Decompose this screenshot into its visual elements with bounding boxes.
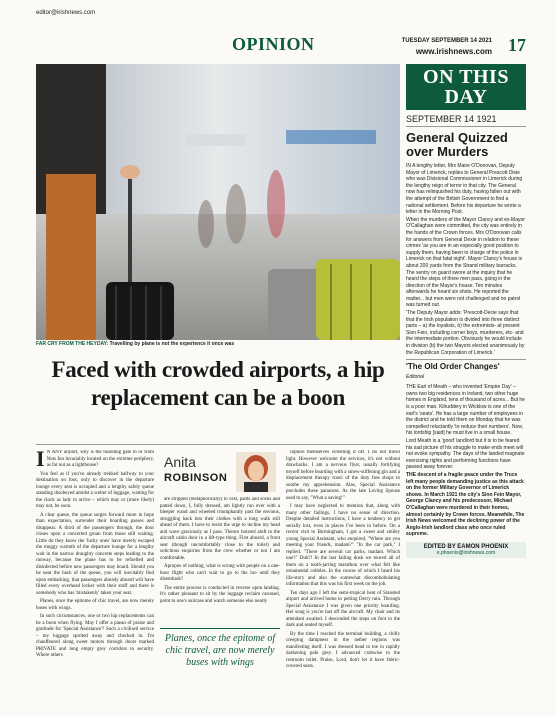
sidebar-sub-label: Editorial: [406, 374, 425, 381]
caption-text: Travelling by plane is not the experience it once was: [109, 341, 235, 347]
paragraph: IN A lengthy letter, Mrs Maire O'Donovan, Deputy Mayor of Limerick, replies to General Prescott Dixie who was Divisional Commissioner in Limerick during the lengthy reign of terror in that city. The General now has relinquished his duty, having fallen out with the attempt of the British Government to find a national settlement. Before his departure he wrote a letter in the Morning Post.: [406, 163, 523, 216]
editor-contact-email[interactable]: e.phoenix@irishnews.com: [436, 549, 496, 556]
paragraph: 'The Deputy Mayor adds: 'Prescott-Decie says that that the Irish population is divided into three distinct parts – a) the loyalists, b) the extremists- at present Sinn Fein, including corner boys, murderers, etc- and the intermediate portion. Obviously he would include in division (b) the two Mayors elected unanimously by the Republican Corporation of Limerick.': [406, 310, 525, 356]
caption-source: FAR CRY FROM THE HEYDAY:: [36, 341, 109, 347]
paragraph: A clear queue, the queue surges forward more in hope than expectation, surrender their boarding passes and disappear. A third of the passengers through, the door closes upon a concerted groan from those still waiting. Little do they know the 'lucky ones' have merely escaped the muggy warmth of the departure lounge for a lengthy wait in the narrow draughty concrete steps leading to the runway, because the plane has to be refuelled and disinfected before new passengers may board. Should you be near the back of the queue, you will inevitably find upon embarking, that passengers already aboard will have filled every overhead locker with their stuff and there is somebody who has 'mistakenly' taken your seat.: [36, 512, 154, 596]
article-headline: Faced with crowded airports, a hip replacement can be a boon: [51, 357, 385, 410]
byline: [160, 450, 280, 494]
sidebar-summary: THE descent of a fragile peace under the Truce left many people demanding justice as this attack on the former Military Governor of Limerick shows. In March 1921 the city's Sinn Fein Mayor, George Clancy and his predecessor, Michael O'Callaghan were murdered in their homes, almost certainly by Crown forces. Meanwhile, The Irish News welcomed the declining power of the Anglo-Irish landlord class who once ruled supreme.: [406, 471, 525, 538]
photo-caption: [36, 341, 400, 347]
page-number: 17: [508, 35, 526, 55]
article-photo: [36, 64, 400, 340]
sidebar-body: [406, 163, 526, 356]
author-first-name: Anita: [164, 454, 196, 470]
pull-quote: Planes, once the epitome of chic travel, are now merely buses with wings: [160, 628, 280, 669]
drop-cap: I: [36, 450, 45, 471]
paragraph: Apropos of nothing, what is wrong with people on a one-hour flight who can't wait to go to the loo until they disembark?: [160, 564, 280, 582]
author-avatar: [236, 452, 276, 492]
paragraph: The entire process is conducted in reverse upon landing. It's rather pleasant to sit by the luggage reclaim carousel, point to one's suitcase and watch someone else nearly: [160, 585, 280, 604]
section-title: OPINION: [232, 34, 315, 54]
article-column-1: [36, 450, 154, 700]
author-last-name: ROBINSON: [164, 472, 228, 484]
sidebar-sub-body: [406, 384, 526, 538]
paragraph: rupture themselves wrestling it off. I do not travel light. However welcome the services, it's not without drawbacks. I am a nervous flyer, usually fortifying myself before boarding with a sinew-stiffening gin and a displacement therapy trawl of the duty free shops to soothe my apprehension. Alas, Special Assistance precludes these panaceas. As the late Loving Spouse used to say, "What a saving!": [286, 450, 400, 501]
paragraph: Planes, once the epitome of chic travel, are now merely buses with wings.: [36, 599, 154, 611]
paragraph: are stripped (metaphorically) to vest, pants and socks and patted down, I, fully dressed, am lightly run over with a bleeper wand and wheeled triumphantly past the envious, struggling back into their clothes with a long walk still ahead of them. I have to resist the urge to incline my head and wave graciously as I pass. Thence hoisted aloft to the aircraft cabin door in a lift-type thing. First aboard, a front seat (though uncomfortably close to the toilet) and solicitous enquiries from the crew whether or not I am comfortable.: [160, 497, 280, 561]
paragraph: I may have neglected to mention that, along with many other failings, I have no sense of direction. Despite detailed instructions, I have a tendency to get serially lost, even in places I've been to before. On a recent visit to Birmingham, I got a sweet and smiley young Special Assistant, who enquired, "Where are you meeting your friends, madam?" "In the car park," I replied. "There are several car parks, madam. Which one?" Duh?! In the last failing dusk we toured all of them on a tooth-jarring marathon over what felt like ornamental cobbles. In the course of which I heard his life-story and also the somewhat discombobulating information that this was his first week on the job.: [286, 504, 400, 587]
paragraph: THE Earl of Meath – who invented 'Empire Day' – owns two big residences in Ireland, two other huge homes in England, tens of thousand of acres... But he is a poor man. Kilruddery in Wicklow is one of the earl's 'seats'. He has a large number of employees in the district and he told them on Monday that he was compelled reluctantly 'to reduce their numbers'. Now, his lordship [said] he must live in a small house.: [406, 384, 525, 437]
editor-credit: [406, 542, 526, 558]
paragraph: Ten days ago I left the semi-tropical heat of Stansted airport and arrived home to pelting Derry rain. Through Special Assistance I was given one priority boarding. Her snug is you're last off the aircraft. My chair and its attendant awaited. I descended the steps on foot to the dark and seated myself.: [286, 590, 400, 628]
sidebar-date: SEPTEMBER 14 1921: [406, 114, 526, 127]
site-url[interactable]: www.irishnews.com: [415, 47, 492, 56]
page-header: [36, 0, 526, 60]
airport-scene-illustration: [36, 64, 400, 340]
sidebar-subheadline: 'The Old Order Changes': [406, 359, 526, 371]
paragraph: In such circumstances, one or two hip replacements can be a boon when flying. May I offer a paean of praise and gratitude for 'Special Assistance'? Such a civilised service – my luggage spirited away and checked in. I'm chauffeured along sweet motors through doors marked PRIVATE and long empty grey corridors to security. Where others: [36, 614, 154, 658]
divider: [36, 444, 400, 445]
article-column-3: [286, 450, 400, 700]
paragraph: Lord Meath is a 'good' landlord but it is to be feared his sad picture of his struggle to make ends meet will not evoke sympathy. The days of the landed magnate exercising rights and performing functions have passed away forever.: [406, 437, 525, 471]
editor-email[interactable]: editor@irishnews.com: [36, 10, 96, 16]
on-this-day-sidebar: [406, 64, 526, 710]
paragraph: You feel as if you've already trekked halfway to your destination on foot, only to discover in the departure lounge every seat is occupied and a lengthy safely queue standing disobeyed amidst a welter of luggage, waiting for the clock as lady to arrive – which may or (more likely) may not, be soon.: [36, 471, 154, 509]
paragraph: N ANY airport, why is the boarding gate to or from Nuts Inn invariably located on the extreme periphery, as far out as a lighthouse?: [46, 450, 154, 468]
paragraph: By the time I reached the terminal building, a chilly creeping dampness in the nether regions was manifesting itself. I was dressed head to toe in rapidly darkening pale grey. I advanced crabwise to the restroom toilet. Praise, Lord, don't let it have fabric-covered seats.: [286, 631, 400, 669]
article-column-2: [160, 497, 280, 703]
sidebar-headline: General Quizzed over Murders: [406, 130, 508, 159]
paragraph: When the murders of the Mayor Clancy and ex-Mayor O'Callaghan were committed, the city was entirely in the hands of the Crown forces. Mrs O'Donovan calls for answers from General Dexie in relation to these crimes 'as you are in an especially good position to supply them, having been in charge of the police in Limerick on that fatal night'. Mayor Clancy's house is about 200 yards from the Strand military barracks. The sentry on guard swore at the inquiry that he heard the steps of three men pass, going in the direction of the Mayor's house. Ten minutes afterwards he heard six shots. He reported the matter... but men were not challenged and no patrol was turned out.: [406, 216, 525, 309]
sidebar-title: ON THIS DAY: [406, 64, 526, 110]
editor-name: EDITED BY EAMON PHOENIX: [423, 543, 509, 550]
issue-date: TUESDAY SEPTEMBER 14 2021: [401, 38, 492, 44]
